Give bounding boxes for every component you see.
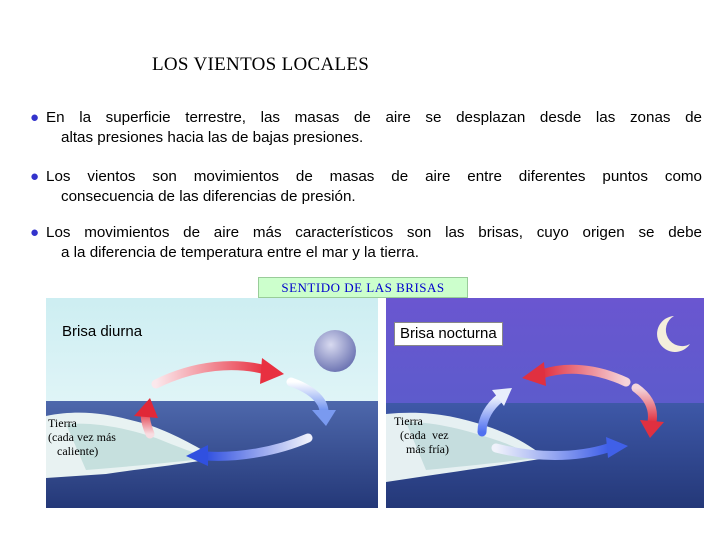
bullet-dot-icon: ●: [30, 224, 40, 241]
night-breeze-panel: [386, 298, 704, 508]
bullet-dot-icon: ●: [30, 168, 40, 185]
bullet-text-line1: En la superficie terrestre, las masas de aire se desplazan desde las zonas de: [46, 109, 702, 126]
breeze-direction-banner: SENTIDO DE LAS BRISAS: [258, 277, 468, 298]
bullet-item: [30, 108, 702, 148]
bullet-item: [30, 167, 702, 207]
night-breeze-label: Brisa nocturna: [394, 322, 503, 346]
page-title: LOS VIENTOS LOCALES: [152, 54, 370, 75]
bullet-text-line2: altas presiones hacia las de bajas presiones.: [61, 129, 364, 146]
bullet-text-line1: Los vientos son movimientos de masas de aire entre diferentes puntos como: [46, 168, 702, 185]
day-breeze-panel: [46, 298, 378, 508]
night-land-label: Tierra (cada vez más fría): [394, 414, 449, 456]
bullet-dot-icon: ●: [30, 109, 40, 126]
bullet-item: [30, 223, 702, 263]
bullet-text-line2: consecuencia de las diferencias de presión.: [61, 188, 356, 205]
day-land-label: Tierra (cada vez más caliente): [48, 416, 116, 458]
sun-icon: [314, 330, 356, 372]
day-breeze-label: Brisa diurna: [62, 323, 143, 340]
bullet-text-line1: Los movimientos de aire más característicos son las brisas, cuyo origen se debe: [46, 224, 702, 241]
bullet-text-line2: a la diferencia de temperatura entre el mar y la tierra.: [61, 244, 419, 261]
